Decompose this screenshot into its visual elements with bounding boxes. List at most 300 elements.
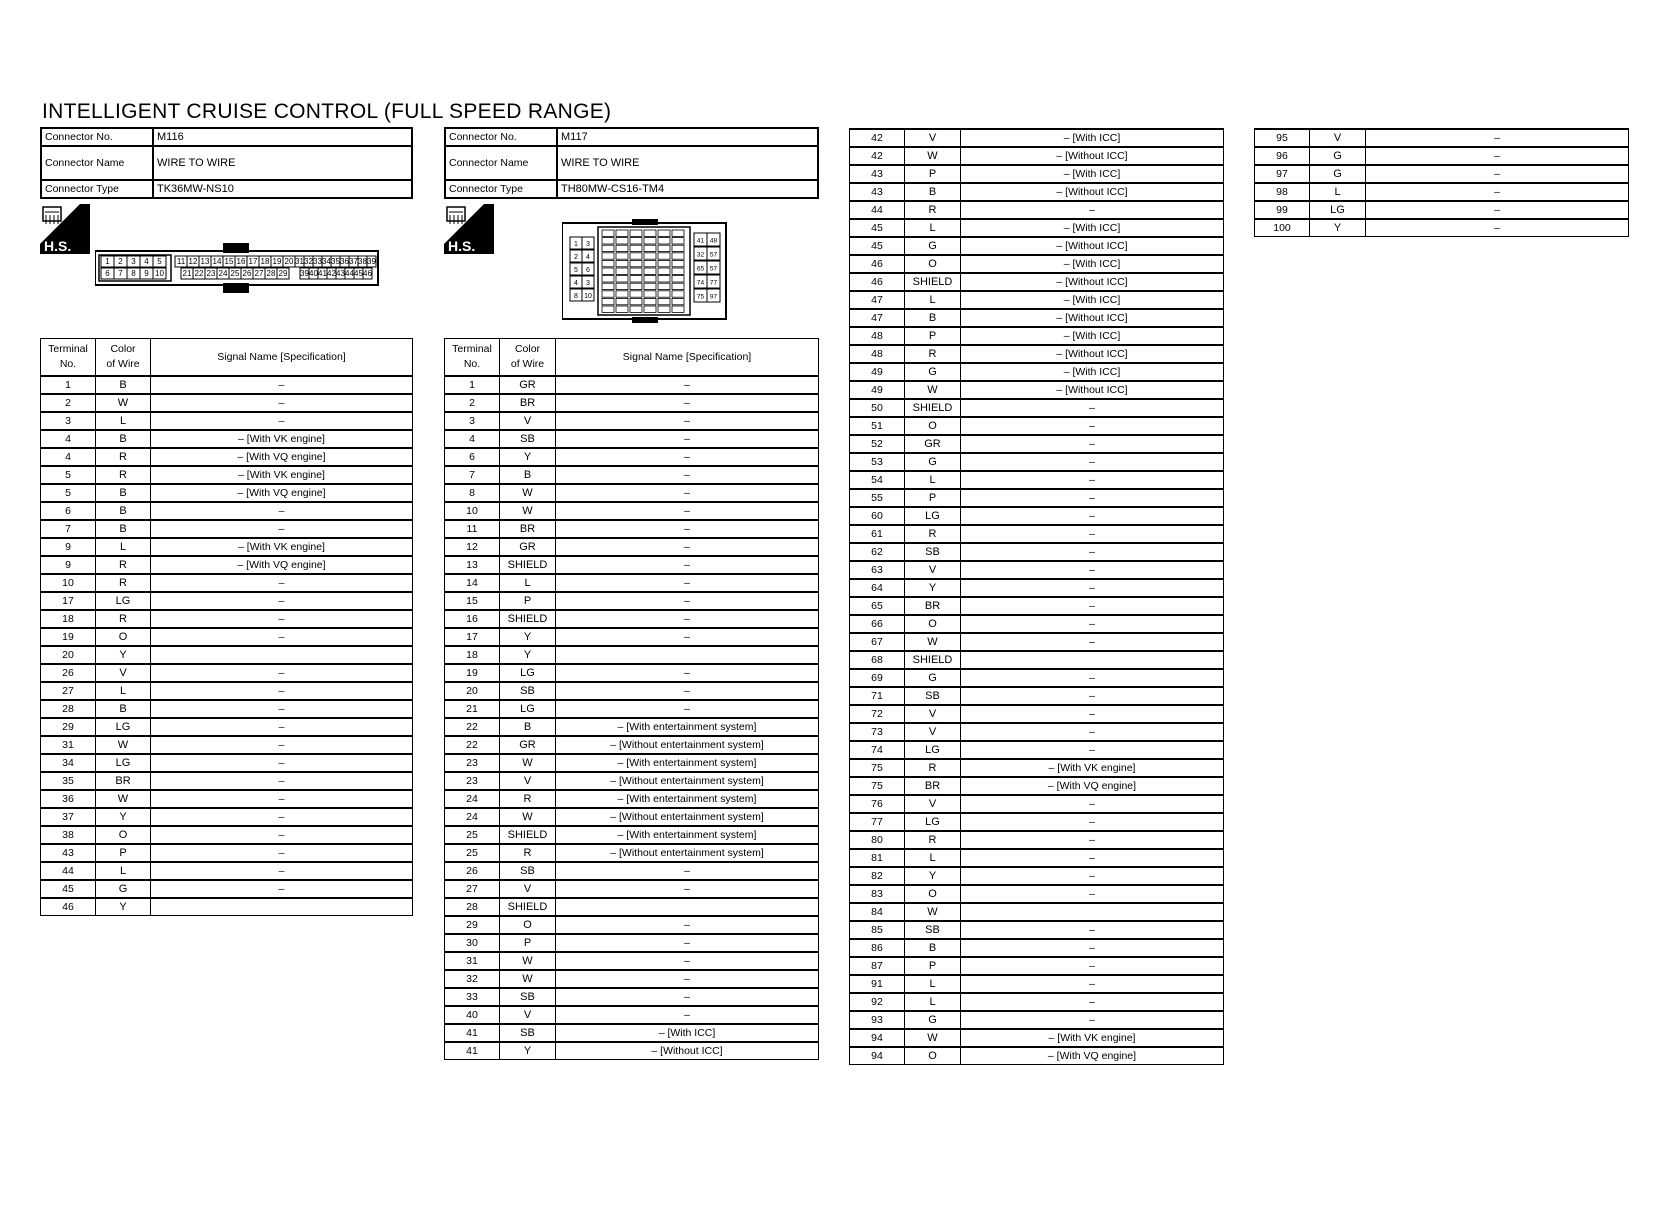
signal-name-cell: – xyxy=(556,862,819,880)
wire-color-cell: V xyxy=(1310,129,1366,147)
connector-pin xyxy=(644,291,656,297)
wire-color-cell: SB xyxy=(500,988,556,1006)
terminal-no-cell: 28 xyxy=(41,700,96,718)
connector-pin xyxy=(672,291,684,297)
terminal-no-cell: 3 xyxy=(41,412,96,430)
terminal-no-cell: 7 xyxy=(445,466,500,484)
table-row xyxy=(41,628,413,646)
wire-color-cell: L xyxy=(96,412,151,430)
table-row xyxy=(1255,219,1629,237)
terminal-table-m117 xyxy=(444,338,819,1060)
connector-pin-label: 41 xyxy=(318,269,327,278)
signal-name-cell: – xyxy=(556,430,819,448)
terminal-no-cell: 22 xyxy=(445,718,500,736)
connector-pin xyxy=(644,276,656,282)
wire-color-cell: O xyxy=(905,255,961,273)
table-row xyxy=(850,723,1224,741)
wire-color-cell: BR xyxy=(500,520,556,538)
table-row xyxy=(41,466,413,484)
table-row xyxy=(445,556,819,574)
wire-color-cell: R xyxy=(905,831,961,849)
wire-color-cell: R xyxy=(905,345,961,363)
terminal-no-cell: 67 xyxy=(850,633,905,651)
signal-name-cell: – xyxy=(961,633,1224,651)
terminal-no-cell: 20 xyxy=(41,646,96,664)
connector-pin xyxy=(672,260,684,266)
table-row xyxy=(445,700,819,718)
table-row xyxy=(41,754,413,772)
wire-color-cell: R xyxy=(96,610,151,628)
table-row xyxy=(41,844,413,862)
terminal-no-cell: 21 xyxy=(445,700,500,718)
table-row xyxy=(850,561,1224,579)
wire-color-cell: SB xyxy=(500,862,556,880)
wire-color-cell: GR xyxy=(500,736,556,754)
connector-pin xyxy=(630,291,642,297)
signal-name-cell xyxy=(556,898,819,916)
terminal-no-cell: 16 xyxy=(445,610,500,628)
table-row xyxy=(445,592,819,610)
signal-name-cell: – xyxy=(556,556,819,574)
terminal-no-cell: 49 xyxy=(850,363,905,381)
connector-pin-label: 22 xyxy=(194,269,204,278)
connector-pin-label: 28 xyxy=(266,269,276,278)
terminal-no-cell: 18 xyxy=(445,646,500,664)
signal-name-cell: – xyxy=(961,399,1224,417)
connector-pin xyxy=(644,268,656,274)
table-row xyxy=(445,502,819,520)
table-row xyxy=(445,1006,819,1024)
terminal-no-cell: 65 xyxy=(850,597,905,615)
connector-pin-label: 11 xyxy=(176,257,186,266)
terminal-no-cell: 69 xyxy=(850,669,905,687)
wire-color-cell: L xyxy=(905,993,961,1011)
wire-color-cell: G xyxy=(1310,147,1366,165)
color-of-wire-header: Color of Wire xyxy=(96,339,151,377)
terminal-no-cell: 38 xyxy=(41,826,96,844)
terminal-no-cell: 73 xyxy=(850,723,905,741)
terminal-no-cell: 6 xyxy=(41,502,96,520)
wire-color-cell: L xyxy=(96,538,151,556)
table-row xyxy=(850,273,1224,291)
terminal-no-cell: 60 xyxy=(850,507,905,525)
connector-pin-label: 3 xyxy=(586,241,590,248)
table-row xyxy=(445,664,819,682)
signal-name-cell: – xyxy=(961,741,1224,759)
wire-color-cell: Y xyxy=(96,898,151,916)
table-row xyxy=(850,705,1224,723)
terminal-no-cell: 36 xyxy=(41,790,96,808)
signal-name-cell: – [With ICC] xyxy=(961,165,1224,183)
connector-pin-label: 1 xyxy=(105,257,110,266)
signal-name-cell: – [With VQ engine] xyxy=(961,1047,1224,1065)
table-row xyxy=(445,952,819,970)
wire-color-cell: BR xyxy=(905,777,961,795)
table-row xyxy=(445,682,819,700)
connector-pin-label: 7 xyxy=(118,269,123,278)
connector-pin xyxy=(602,283,614,289)
wire-color-cell: LG xyxy=(1310,201,1366,219)
signal-name-cell: – xyxy=(961,525,1224,543)
terminal-no-cell: 71 xyxy=(850,687,905,705)
connector-pin-label: 65 xyxy=(696,265,705,273)
wire-color-cell: R xyxy=(96,556,151,574)
signal-name-cell: – [Without ICC] xyxy=(961,309,1224,327)
table-row xyxy=(850,975,1224,993)
wire-color-cell: L xyxy=(500,574,556,592)
wire-color-cell: R xyxy=(500,790,556,808)
terminal-no-cell: 94 xyxy=(850,1047,905,1065)
signal-name-cell: – xyxy=(556,484,819,502)
terminal-no-cell: 66 xyxy=(850,615,905,633)
connector-pin-label: 44 xyxy=(345,269,354,278)
table-row xyxy=(445,934,819,952)
wire-color-cell: W xyxy=(96,736,151,754)
signal-name-cell: – xyxy=(556,1006,819,1024)
wire-color-cell: O xyxy=(905,1047,961,1065)
connector-pin xyxy=(672,230,684,236)
table-row xyxy=(41,574,413,592)
wire-color-cell: Y xyxy=(500,1042,556,1060)
table-row xyxy=(41,556,413,574)
terminal-no-cell: 1 xyxy=(445,376,500,394)
terminal-no-cell: 20 xyxy=(445,682,500,700)
connector-no-value: M116 xyxy=(153,128,412,146)
terminal-no-cell: 1 xyxy=(41,376,96,394)
wire-color-cell: G xyxy=(1310,165,1366,183)
wire-color-cell: SHIELD xyxy=(500,826,556,844)
connector-pin xyxy=(672,306,684,312)
connector-info-m116 xyxy=(40,127,413,199)
connector-no-value: M117 xyxy=(557,128,818,146)
connector-pin xyxy=(630,253,642,259)
wire-color-cell: SB xyxy=(500,430,556,448)
connector-pin xyxy=(658,238,670,244)
terminal-no-cell: 64 xyxy=(850,579,905,597)
connector-pin xyxy=(658,245,670,251)
table-row xyxy=(1255,129,1629,147)
wire-color-cell: G xyxy=(905,453,961,471)
signal-name-cell: – [With entertainment system] xyxy=(556,754,819,772)
signal-name-cell: – xyxy=(961,849,1224,867)
terminal-no-cell: 46 xyxy=(41,898,96,916)
signal-name-cell: – [Without ICC] xyxy=(961,147,1224,165)
table-row xyxy=(850,309,1224,327)
connector-pin xyxy=(630,276,642,282)
wire-color-cell: V xyxy=(905,705,961,723)
connector-pin xyxy=(630,230,642,236)
connector-pin-label: 33 xyxy=(313,257,322,266)
wire-color-cell: R xyxy=(905,525,961,543)
connector-pin-label: 2 xyxy=(118,257,123,266)
table-row xyxy=(41,880,413,898)
terminal-no-cell: 3 xyxy=(445,412,500,430)
connector-pin xyxy=(658,230,670,236)
table-row xyxy=(850,795,1224,813)
wire-color-cell: B xyxy=(500,466,556,484)
terminal-no-cell: 17 xyxy=(445,628,500,646)
terminal-no-cell: 85 xyxy=(850,921,905,939)
connector-pin xyxy=(644,260,656,266)
connector-pin-label: 35 xyxy=(331,257,340,266)
connector-pin-label: 18 xyxy=(260,257,270,266)
wire-color-cell: SHIELD xyxy=(500,556,556,574)
connector-pin xyxy=(644,298,656,304)
wire-color-cell: LG xyxy=(96,592,151,610)
wire-color-cell: W xyxy=(500,484,556,502)
terminal-no-cell: 100 xyxy=(1255,219,1310,237)
terminal-no-cell: 27 xyxy=(41,682,96,700)
connector-pin xyxy=(616,260,628,266)
table-row xyxy=(850,399,1224,417)
table-row xyxy=(850,579,1224,597)
signal-name-cell: – [With entertainment system] xyxy=(556,718,819,736)
table-row xyxy=(1255,183,1629,201)
table-row xyxy=(850,939,1224,957)
connector-pin xyxy=(602,306,614,312)
connector-pin xyxy=(672,253,684,259)
connector-pin xyxy=(630,245,642,251)
terminal-no-cell: 50 xyxy=(850,399,905,417)
wire-color-cell: L xyxy=(905,291,961,309)
connector-pin-label: 15 xyxy=(224,257,234,266)
connector-pin xyxy=(658,306,670,312)
terminal-no-cell: 87 xyxy=(850,957,905,975)
table-row xyxy=(850,183,1224,201)
wire-color-cell: O xyxy=(905,615,961,633)
signal-name-cell: – [With ICC] xyxy=(556,1024,819,1042)
terminal-no-cell: 61 xyxy=(850,525,905,543)
terminal-no-cell: 74 xyxy=(850,741,905,759)
signal-name-cell: – [With VK engine] xyxy=(151,430,413,448)
signal-name-cell: – xyxy=(556,376,819,394)
table-row xyxy=(850,741,1224,759)
wire-color-cell: SHIELD xyxy=(500,610,556,628)
connector-pin-label: 3 xyxy=(586,280,590,287)
signal-name-cell: – xyxy=(556,934,819,952)
terminal-no-cell: 7 xyxy=(41,520,96,538)
connector-pin xyxy=(630,260,642,266)
terminal-no-cell: 15 xyxy=(445,592,500,610)
table-row xyxy=(41,862,413,880)
connector-type-value: TK36MW-NS10 xyxy=(153,180,412,198)
wire-color-cell: SHIELD xyxy=(905,273,961,291)
connector-pin xyxy=(602,268,614,274)
wire-color-cell: R xyxy=(96,466,151,484)
connector-info-m117 xyxy=(444,127,819,199)
table-row xyxy=(445,898,819,916)
connector-pin xyxy=(672,298,684,304)
signal-name-cell: – [Without entertainment system] xyxy=(556,736,819,754)
terminal-no-cell: 83 xyxy=(850,885,905,903)
signal-name-cell xyxy=(151,646,413,664)
terminal-no-cell: 84 xyxy=(850,903,905,921)
table-row xyxy=(41,610,413,628)
table-row xyxy=(850,165,1224,183)
connector-pin-label: 10 xyxy=(584,293,592,300)
signal-name-cell: – [With ICC] xyxy=(961,129,1224,147)
signal-name-cell: – [With VQ engine] xyxy=(961,777,1224,795)
table-row xyxy=(41,790,413,808)
signal-name-cell: – xyxy=(961,885,1224,903)
wire-color-cell: SHIELD xyxy=(500,898,556,916)
connector-pin xyxy=(602,230,614,236)
terminal-no-cell: 46 xyxy=(850,255,905,273)
signal-name-cell: – [Without ICC] xyxy=(961,273,1224,291)
table-row xyxy=(41,772,413,790)
connector-type-value: TH80MW-CS16-TM4 xyxy=(557,180,818,198)
table-row xyxy=(445,718,819,736)
terminal-no-cell: 44 xyxy=(41,862,96,880)
signal-name-cell: – xyxy=(151,808,413,826)
wire-color-cell: W xyxy=(905,381,961,399)
terminal-no-cell: 23 xyxy=(445,754,500,772)
connector-m117-diagram xyxy=(562,219,728,325)
terminal-no-cell: 45 xyxy=(850,219,905,237)
wire-color-cell: G xyxy=(905,669,961,687)
terminal-no-cell: 5 xyxy=(41,466,96,484)
connector-pin xyxy=(616,306,628,312)
wire-color-cell: W xyxy=(500,754,556,772)
table-row xyxy=(445,826,819,844)
wire-color-cell: V xyxy=(905,723,961,741)
table-row xyxy=(445,862,819,880)
table-row xyxy=(445,628,819,646)
terminal-no-cell: 86 xyxy=(850,939,905,957)
signal-name-cell: – [With VK engine] xyxy=(151,466,413,484)
signal-name-cell: – xyxy=(961,813,1224,831)
connector-pin xyxy=(644,238,656,244)
table-row xyxy=(445,970,819,988)
signal-name-cell xyxy=(151,898,413,916)
terminal-no-cell: 29 xyxy=(41,718,96,736)
wire-color-cell: SHIELD xyxy=(905,651,961,669)
signal-name-cell: – xyxy=(151,610,413,628)
table-row xyxy=(445,376,819,394)
signal-name-cell: – xyxy=(961,975,1224,993)
table-row xyxy=(445,754,819,772)
terminal-no-cell: 26 xyxy=(445,862,500,880)
wire-color-cell: GR xyxy=(905,435,961,453)
wire-color-cell: LG xyxy=(905,813,961,831)
table-row xyxy=(850,651,1224,669)
table-row xyxy=(850,543,1224,561)
table-row xyxy=(41,664,413,682)
signal-name-cell: – xyxy=(556,448,819,466)
wire-color-cell: LG xyxy=(96,754,151,772)
signal-name-cell: – xyxy=(556,412,819,430)
connector-pin xyxy=(672,238,684,244)
terminal-no-cell: 12 xyxy=(445,538,500,556)
connector-pin-label: 6 xyxy=(105,269,110,278)
terminal-no-cell: 62 xyxy=(850,543,905,561)
connector-pin xyxy=(630,238,642,244)
signal-name-cell: – xyxy=(961,579,1224,597)
signal-name-cell: – xyxy=(961,1011,1224,1029)
terminal-no-cell: 75 xyxy=(850,777,905,795)
connector-pin xyxy=(644,230,656,236)
signal-name-cell: – xyxy=(151,754,413,772)
wire-color-cell: L xyxy=(905,471,961,489)
wire-color-cell: W xyxy=(500,952,556,970)
terminal-table-m117-continued-2 xyxy=(1254,128,1629,237)
table-row xyxy=(850,831,1224,849)
terminal-no-cell: 40 xyxy=(445,1006,500,1024)
table-row xyxy=(850,435,1224,453)
signal-name-cell: – xyxy=(151,862,413,880)
connector-pin-label: 14 xyxy=(212,257,222,266)
signal-name-cell: – xyxy=(556,610,819,628)
terminal-no-cell: 95 xyxy=(1255,129,1310,147)
table-row xyxy=(445,484,819,502)
table-row xyxy=(445,880,819,898)
terminal-no-cell: 97 xyxy=(1255,165,1310,183)
signal-name-cell: – xyxy=(151,772,413,790)
wire-color-cell: B xyxy=(96,520,151,538)
connector-pin xyxy=(616,245,628,251)
wire-color-cell: P xyxy=(96,844,151,862)
wire-color-cell: R xyxy=(96,574,151,592)
terminal-no-cell: 96 xyxy=(1255,147,1310,165)
signal-name-cell: – xyxy=(1366,201,1629,219)
connector-pin-label: 38 xyxy=(358,257,367,266)
wire-color-cell: P xyxy=(905,489,961,507)
terminal-no-cell: 53 xyxy=(850,453,905,471)
table-row xyxy=(1255,201,1629,219)
table-row xyxy=(445,790,819,808)
hs-badge-text: H.S. xyxy=(44,238,72,254)
terminal-no-cell: 23 xyxy=(445,772,500,790)
terminal-no-cell: 5 xyxy=(41,484,96,502)
terminal-no-cell: 76 xyxy=(850,795,905,813)
signal-name-cell: – xyxy=(151,664,413,682)
wire-color-cell: O xyxy=(905,417,961,435)
terminal-no-cell: 25 xyxy=(445,826,500,844)
table-row xyxy=(445,520,819,538)
connector-pin xyxy=(602,276,614,282)
wire-color-cell: Y xyxy=(1310,219,1366,237)
table-row xyxy=(41,826,413,844)
signal-name-cell: – xyxy=(1366,129,1629,147)
terminal-no-cell: 43 xyxy=(850,183,905,201)
connector-pin-label: 31 xyxy=(295,257,304,266)
terminal-no-cell: 22 xyxy=(445,736,500,754)
connector-pin-label: 29 xyxy=(278,269,288,278)
signal-name-cell: – xyxy=(1366,165,1629,183)
table-row xyxy=(1255,165,1629,183)
table-row xyxy=(850,867,1224,885)
connector-pin xyxy=(644,306,656,312)
connector-pin xyxy=(616,268,628,274)
terminal-no-cell: 47 xyxy=(850,291,905,309)
connector-pin-label: 2 xyxy=(574,254,578,261)
terminal-no-cell: 31 xyxy=(445,952,500,970)
signal-name-cell: – [With ICC] xyxy=(961,255,1224,273)
table-row xyxy=(850,993,1224,1011)
terminal-no-cell: 9 xyxy=(41,538,96,556)
table-row xyxy=(41,394,413,412)
table-row xyxy=(850,885,1224,903)
wire-color-cell: Y xyxy=(500,448,556,466)
table-row xyxy=(41,736,413,754)
wire-color-cell: W xyxy=(500,970,556,988)
connector-pin-label: 41 xyxy=(696,237,705,245)
signal-name-cell: – xyxy=(556,538,819,556)
connector-lock-tab xyxy=(632,219,658,225)
connector-pin-label: 10 xyxy=(155,269,164,278)
signal-name-cell: – [Without ICC] xyxy=(556,1042,819,1060)
wire-color-cell: GR xyxy=(500,538,556,556)
